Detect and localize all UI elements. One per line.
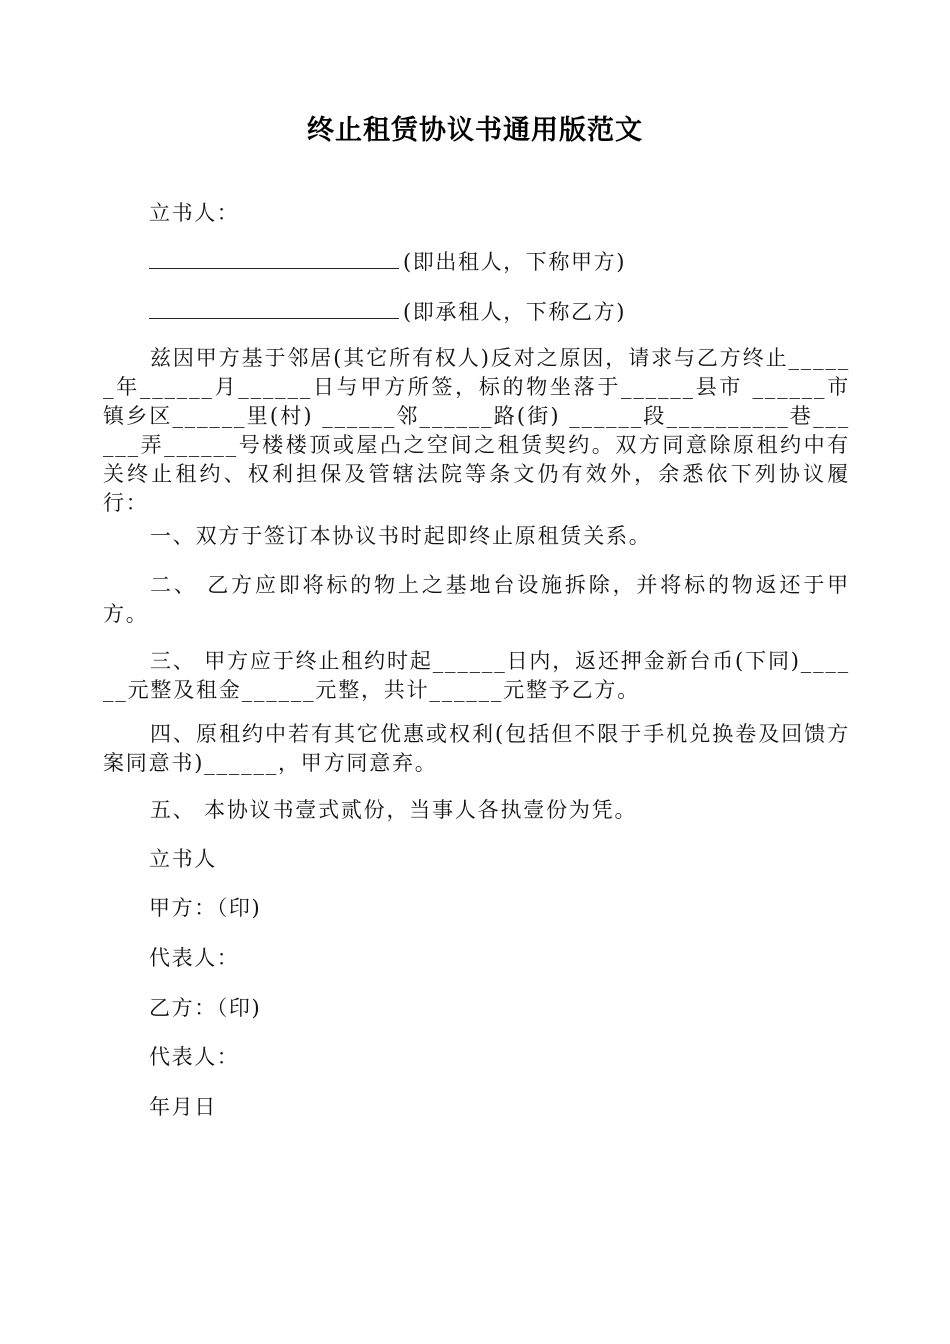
party-b-role: (即承租人，下称乙方)	[403, 300, 626, 324]
party-b-line	[149, 298, 626, 326]
party-a-role: (即出租人，下称甲方)	[403, 250, 626, 274]
clause-2: 二、 乙方应即将标的物上之基地台设施拆除，并将标的物返还于甲方。	[103, 573, 850, 626]
party-a-representative: 代表人：	[149, 946, 240, 970]
signatory-label: 立书人	[149, 847, 217, 871]
clause-5: 五、 本协议书壹式贰份，当事人各执壹份为凭。	[150, 798, 638, 822]
party-b-name-blank	[149, 298, 399, 319]
clause-1: 一、双方于签订本协议书时起即终止原租赁关系。	[150, 524, 652, 548]
party-b-representative: 代表人：	[149, 1045, 240, 1069]
party-a-name-blank	[149, 248, 399, 269]
party-a-signature: 甲方：（印)	[149, 896, 262, 920]
document-title: 终止租赁协议书通用版范文	[307, 115, 643, 146]
party-a-line	[149, 248, 626, 276]
intro-label: 立书人：	[149, 201, 240, 225]
clause-3: 三、 甲方应于终止租约时起______日内，返还押金新台币(下同)______元整及租金______元整，共计______元整予乙方。	[103, 649, 850, 702]
party-b-signature: 乙方：（印)	[149, 996, 262, 1020]
clause-4: 四、原租约中若有其它优惠或权利(包括但不限于手机兑换卷及回馈方案同意书)______，甲方同意弃。	[103, 722, 850, 775]
preamble-paragraph: 兹因甲方基于邻居(其它所有权人)反对之原因，请求与乙方终止______年______月______日与甲方所签，标的物坐落于______县市 ______市镇乡区______里(村) ______邻______路(街) ______段__________巷______弄______号楼楼顶或屋凸之空间之租赁契约。双方同意除原租约中有关终止租约、权利担保及管辖法院等条文仍有效外，余悉依下列协议履行：	[103, 346, 850, 515]
date-label: 年月日	[149, 1095, 217, 1119]
